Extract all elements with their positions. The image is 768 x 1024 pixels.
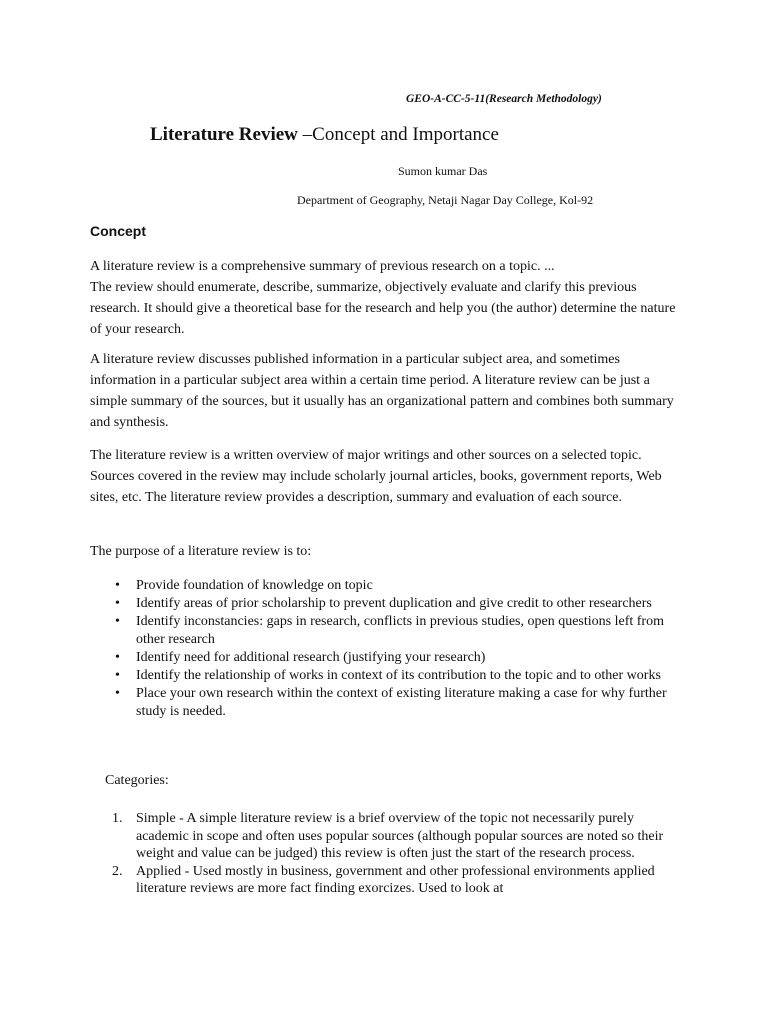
paragraph-definition: A literature review is a comprehensive summary of previous research on a topic. ... The review should enumerate, describe, summarize, objectively evaluate and clarify this previous research. It should give a theoretical base for the research and help you (the author) determine the nature of your research.: [90, 259, 676, 337]
course-code: GEO-A-CC-5-11(Research Methodology): [406, 93, 602, 105]
purpose-item: • Identify areas of prior scholarship to prevent duplication and give credit to other researchers: [90, 595, 690, 613]
categories-list: [90, 810, 680, 898]
purpose-list: [90, 577, 690, 721]
category-text: Simple - A simple literature review is a brief overview of the topic not necessarily purely academic in scope and often uses popular sources (although popular sources are noted so their weight and value can be judged) this review is often just the start of the research process.: [136, 811, 664, 861]
category-number: 2.: [112, 863, 123, 879]
section-heading-concept: Concept: [90, 223, 146, 239]
purpose-item: • Identify need for additional research (justifying your research): [90, 649, 690, 667]
category-item: [90, 810, 680, 863]
category-text: Applied - Used mostly in business, government and other professional environments applied literature reviews are more fact finding exorcizes. Used to look at: [136, 863, 655, 896]
category-item: [90, 863, 680, 898]
purpose-item: • Identify inconstancies: gaps in research, conflicts in previous studies, open questions left from other research: [90, 613, 690, 649]
author-affiliation: Department of Geography, Netaji Nagar Day College, Kol-92: [297, 193, 594, 207]
category-number: 1.: [112, 811, 123, 826]
purpose-item: • Place your own research within the context of existing literature making a case for why further study is needed.: [90, 685, 690, 721]
title-subtitle: –Concept and Importance: [302, 124, 499, 145]
purpose-item: • Provide foundation of knowledge on topic: [90, 577, 690, 595]
purpose-item: • Identify the relationship of works in context of its contribution to the topic and to other works: [90, 667, 690, 685]
title-main: Literature Review: [150, 124, 303, 145]
categories-label: Categories:: [105, 773, 169, 788]
author-name: Sumon kumar Das: [398, 164, 488, 178]
paragraph-overview: The literature review is a written overview of major writings and other sources on a selected topic. Sources covered in the review may include scholarly journal articles, books, government reports, Web sites, etc. The literature review provides a description, summary and evaluation of each source.: [90, 448, 662, 505]
paragraph-discussion: A literature review discusses published information in a particular subject area, and sometimes information in a particular subject area within a certain time period. A literature review can be just a simple summary of the sources, but it usually has an organizational pattern and combines both summary and synthesis.: [90, 352, 674, 430]
paragraph-purpose-intro: The purpose of a literature review is to:: [90, 544, 312, 559]
document-title: [150, 124, 499, 146]
